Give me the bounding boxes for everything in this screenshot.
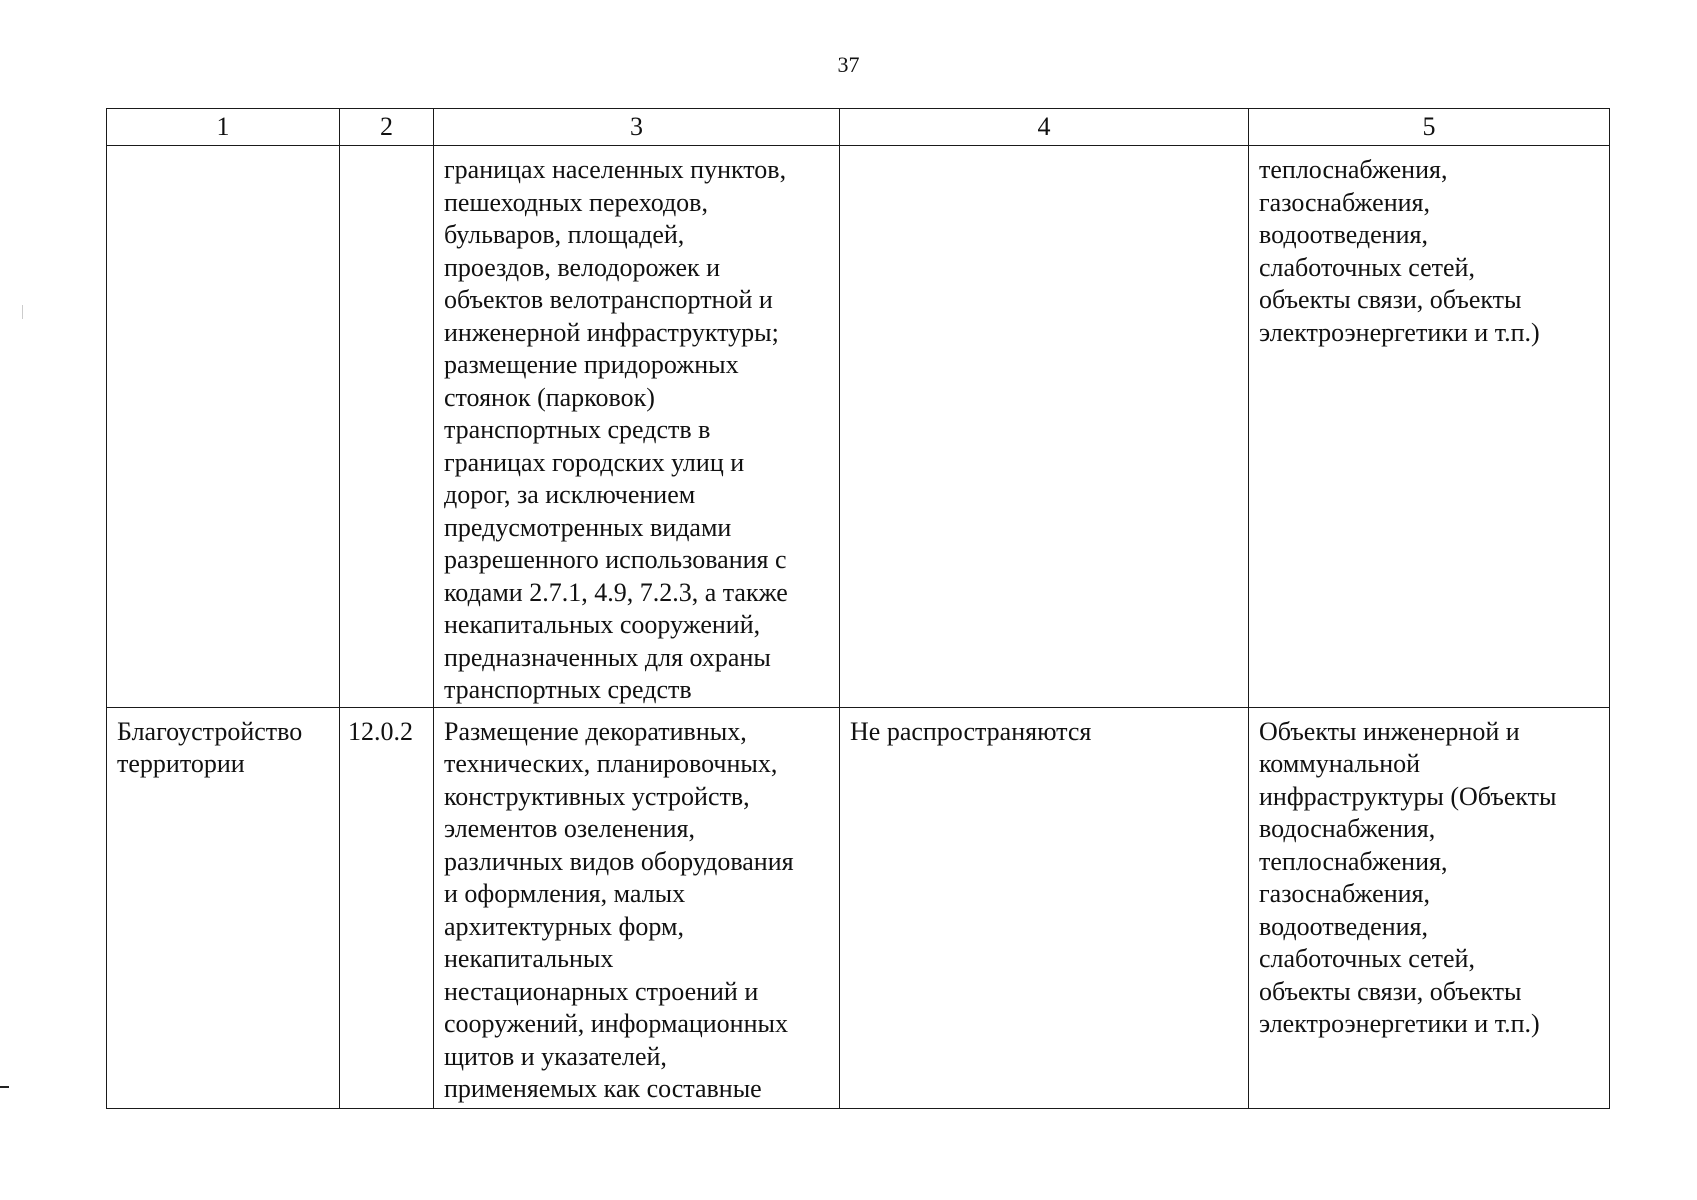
page-number: 37 [837, 52, 860, 77]
column-header-1: 1 [107, 109, 340, 146]
zoning-table [106, 108, 1610, 1109]
allowed-objects-cell: Объекты инженерной и коммунальной инфраструктуры (Объекты водоснабжения, теплоснабжения, газоснабжения, водоотведения, слаботочных сетей, объекты связи, объекты электроэнергетики и т.п.) [1249, 707, 1610, 1108]
table-row [107, 146, 1610, 708]
scan-edge-mark [0, 1086, 9, 1088]
table-header-row [107, 109, 1610, 146]
use-type-code-cell [340, 146, 434, 708]
table-row [107, 707, 1610, 1108]
restrictions-cell: Не распространяются [840, 707, 1249, 1108]
use-type-description-cell: границах населенных пунктов, пешеходных переходов, бульваров, площадей, проездов, велодорожек и объектов велотранспортной и инженерной инфраструктуры; размещение придорожных стоянок (парковок) транспортных средств в границах городских улиц и дорог, за исключением предусмотренных видами разрешенного использования с кодами 2.7.1, 4.9, 7.2.3, а также некапитальных сооружений, предназначенных для охраны транспортных средств [434, 146, 840, 708]
scan-edge-mark [22, 305, 23, 319]
restrictions-cell [840, 146, 1249, 708]
use-type-code-cell: 12.0.2 [340, 707, 434, 1108]
column-header-2: 2 [340, 109, 434, 146]
column-header-4: 4 [840, 109, 1249, 146]
column-header-5: 5 [1249, 109, 1610, 146]
use-type-description-cell: Размещение декоративных, технических, планировочных, конструктивных устройств, элементов озеленения, различных видов оборудования и оформления, малых архитектурных форм, некапитальных нестационарных строений и сооружений, информационных щитов и указателей, применяемых как составные [434, 707, 840, 1108]
use-type-name-cell [107, 146, 340, 708]
use-type-name-cell: Благоустройство территории [107, 707, 340, 1108]
column-header-3: 3 [434, 109, 840, 146]
allowed-objects-cell: теплоснабжения, газоснабжения, водоотведения, слаботочных сетей, объекты связи, объекты электроэнергетики и т.п.) [1249, 146, 1610, 708]
